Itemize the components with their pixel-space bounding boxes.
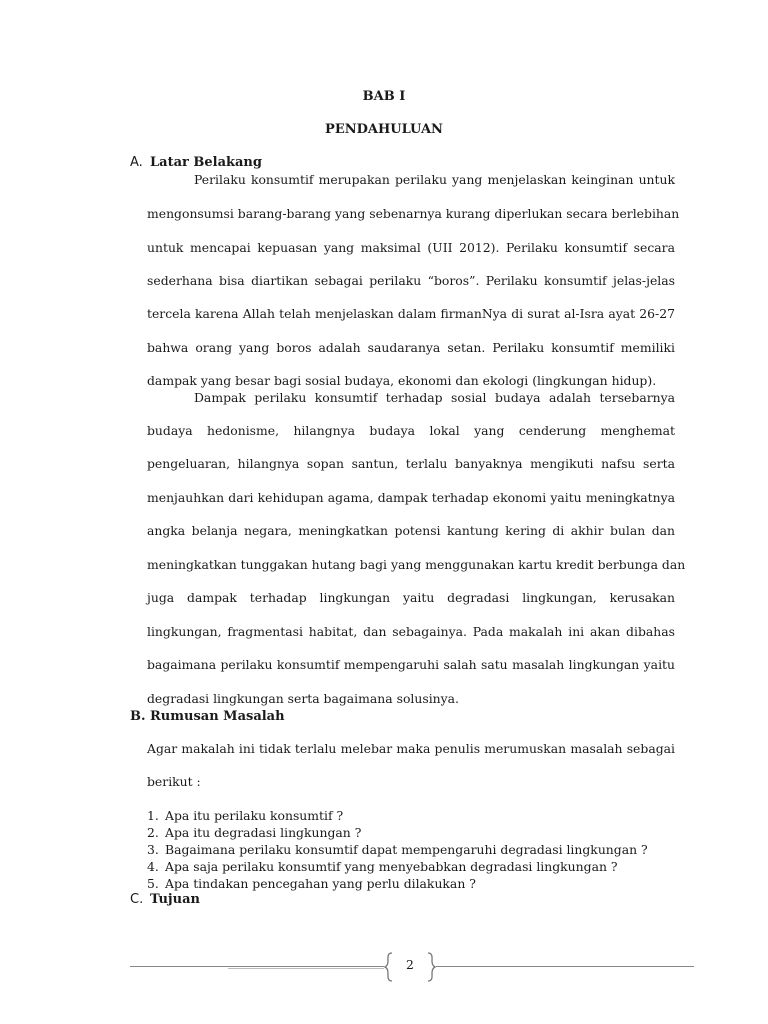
text-line: tercela karena Allah telah menjelaskan dalam firmanNya di surat al-Isra ayat 26-27 (147, 306, 675, 321)
text-line: bahwa orang yang boros adalah saudaranya setan. Perilaku konsumtif memiliki (147, 340, 675, 355)
page-number-box (384, 952, 436, 982)
text-line: Agar makalah ini tidak terlalu melebar maka penulis merumuskan masalah sebagai (147, 741, 675, 756)
section-c-heading (130, 892, 200, 907)
section-a-marker: A. (130, 155, 143, 170)
text-line: Perilaku konsumtif merupakan perilaku yang menjelaskan keinginan untuk (194, 172, 675, 187)
text-line: budaya hedonisme, hilangnya budaya lokal yang cenderung menghemat (147, 423, 675, 438)
section-a-heading (130, 155, 262, 170)
section-c-marker: C. (130, 892, 144, 907)
footer-rule-left (130, 966, 384, 967)
text-line: berikut : (147, 774, 201, 789)
list-item: 1. Apa itu perilaku konsumtif ? (147, 808, 344, 823)
list-item: 3. Bagaimana perilaku konsumtif dapat mempengaruhi degradasi lingkungan ? (147, 842, 648, 857)
chapter-title: PENDAHULUAN (325, 122, 443, 137)
text-line: untuk mencapai kepuasan yang maksimal (UII 2012). Perilaku konsumtif secara (147, 240, 675, 255)
text-line: pengeluaran, hilangnya sopan santun, terlalu banyaknya mengikuti nafsu serta (147, 456, 675, 471)
section-a-title: Latar Belakang (150, 155, 262, 170)
text-line: angka belanja negara, meningkatkan potensi kantung kering di akhir bulan dan (147, 523, 675, 538)
section-c-title: Tujuan (150, 892, 200, 907)
chapter-label: BAB I (362, 89, 406, 104)
list-item: 5. Apa tindakan pencegahan yang perlu dilakukan ? (147, 876, 476, 891)
section-b-marker: B. (130, 709, 146, 724)
page-number: 2 (406, 957, 414, 972)
section-b-heading (130, 709, 285, 724)
footer-rule-right (436, 966, 694, 967)
section-b-title: Rumusan Masalah (150, 709, 285, 724)
text-line: menjauhkan dari kehidupan agama, dampak terhadap ekonomi yaitu meningkatnya (147, 490, 675, 505)
text-line: lingkungan, fragmentasi habitat, dan sebagainya. Pada makalah ini akan dibahas (147, 624, 675, 639)
text-line: sederhana bisa diartikan sebagai perilaku “boros”. Perilaku konsumtif jelas-jelas (147, 273, 675, 288)
text-line: Dampak perilaku konsumtif terhadap sosial budaya adalah tersebarnya (194, 390, 675, 405)
text-line: bagaimana perilaku konsumtif mempengaruhi salah satu masalah lingkungan yaitu (147, 657, 675, 672)
list-item: 2. Apa itu degradasi lingkungan ? (147, 825, 362, 840)
text-line: dampak yang besar bagi sosial budaya, ekonomi dan ekologi (lingkungan hidup). (147, 373, 657, 388)
text-line: juga dampak terhadap lingkungan yaitu degradasi lingkungan, kerusakan (147, 590, 675, 605)
text-line: meningkatkan tunggakan hutang bagi yang menggunakan kartu kredit berbunga dan (147, 557, 686, 572)
text-line: degradasi lingkungan serta bagaimana solusinya. (147, 691, 459, 706)
text-line: mengonsumsi barang-barang yang sebenarnya kurang diperlukan secara berlebihan (147, 206, 680, 221)
footer-rule-left-shadow (228, 968, 384, 969)
list-item: 4. Apa saja perilaku konsumtif yang menyebabkan degradasi lingkungan ? (147, 859, 618, 874)
